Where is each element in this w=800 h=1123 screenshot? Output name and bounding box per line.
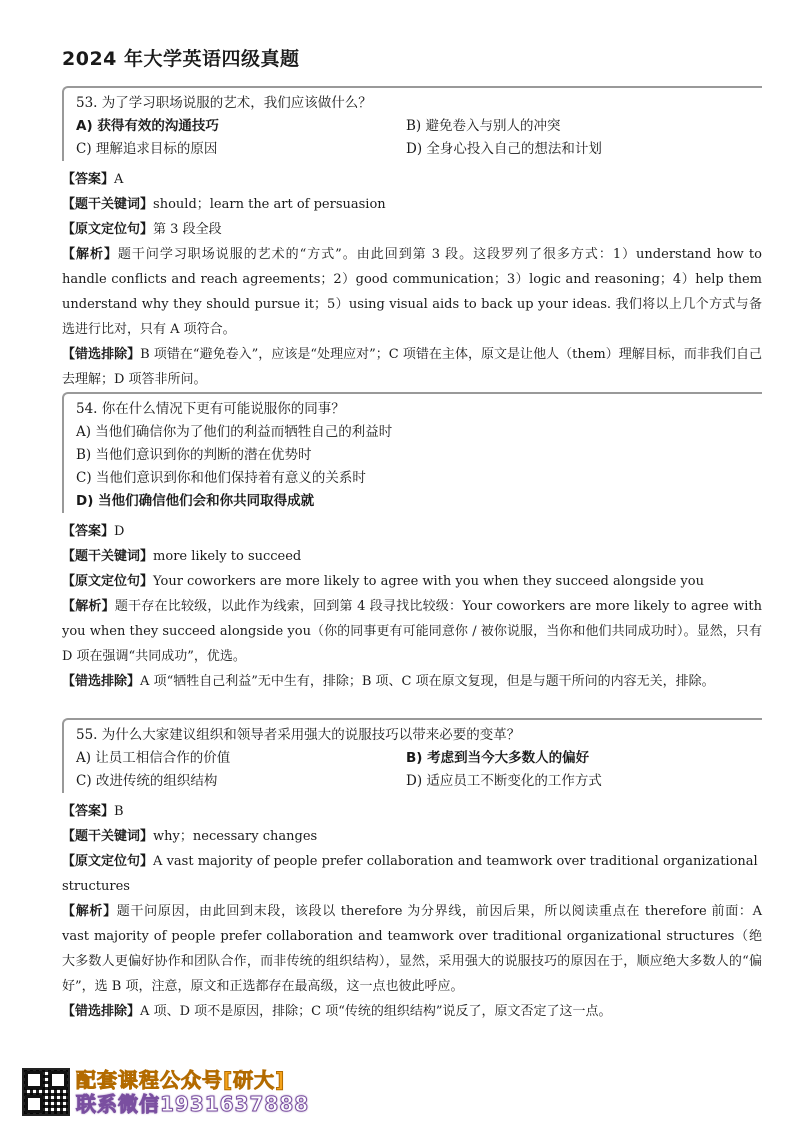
options xyxy=(76,747,762,793)
keywords-row xyxy=(62,544,762,569)
promo-line-2: 联系微信1931637888 xyxy=(76,1092,310,1116)
analysis-row xyxy=(62,899,762,999)
locate-label: 【 原文定位句 】 xyxy=(62,854,153,869)
analysis-row xyxy=(62,594,762,669)
promo-text xyxy=(76,1068,309,1116)
option-c: C) 理解追求目标的原因 xyxy=(76,141,218,157)
option-b: B) 避免卷入与别人的冲突 xyxy=(406,118,561,134)
promo-line-1: 配套课程公众号[研大] xyxy=(76,1068,286,1092)
locate-value: A vast majority of people prefer collaboration and teamwork over traditional organizational structures xyxy=(62,854,758,894)
locate-label: 【 原文定位句 】 xyxy=(62,222,153,237)
analysis-label: 【 解析 】 xyxy=(62,904,117,919)
option-c: C) 改进传统的组织结构 xyxy=(76,773,218,789)
answer-row xyxy=(62,167,762,192)
question-stem: 54. 你在什么情况下更有可能说服你的同事？ xyxy=(76,401,345,417)
option-a: A) 当他们确信你为了他们的利益而牺牲自己的利益时 xyxy=(76,424,393,440)
answer-value: B xyxy=(114,804,124,819)
locate-row xyxy=(62,849,762,899)
keywords-value: why；necessary changes xyxy=(153,829,318,844)
keywords-label: 【 题干关键词 】 xyxy=(62,549,153,564)
answer-row xyxy=(62,799,762,824)
analysis-row xyxy=(62,242,762,342)
analysis-text: 题干问原因，由此回到末段，该段以 therefore 为分界线，前因后果，所以阅读重点在 therefore 前面：A vast majority of people prefer collaboration and teamwork over traditional organizational structures（绝大多数人更偏好协作和团队合作，而非传统的组织结构），显然，采用强大的说服技巧的原因在于，顺应绝大多数人的“偏好”，选 B 项，注意，原文和正选都存在最高级，这一点也彼此呼应。 xyxy=(62,904,762,994)
exclude-row xyxy=(62,342,762,392)
answer-value: D xyxy=(114,524,125,539)
analysis-label: 【 解析 】 xyxy=(62,599,115,614)
exclude-label: 【 错选排除 】 xyxy=(62,1004,140,1019)
question-53 xyxy=(62,86,762,392)
analysis-text: 题干存在比较级，以此作为线索，回到第 4 段寻找比较级：Your coworkers are more likely to agree with you when they succeed alongside you（你的同事更有可能同意你 / 被你说服，当你和他们共同成功时）。显然，只有 D 项在强调“共同成功”，优选。 xyxy=(62,599,762,664)
options xyxy=(76,421,762,513)
keywords-value: more likely to succeed xyxy=(153,549,302,564)
question-stem: 55. 为什么大家建议组织和领导者采用强大的说服技巧以带来必要的变革？ xyxy=(76,727,521,743)
option-d: D) 当他们确信他们会和你共同取得成就 xyxy=(76,493,315,509)
question-box xyxy=(62,392,762,513)
option-b: B) 考虑到当今大多数人的偏好 xyxy=(406,750,590,766)
keywords-label: 【 题干关键词 】 xyxy=(62,829,153,844)
keywords-label: 【 题干关键词 】 xyxy=(62,197,153,212)
locate-row xyxy=(62,569,762,594)
analysis-text: 题干问学习职场说服的艺术的“方式”。由此回到第 3 段。这段罗列了很多方式：1）understand how to handle conflicts and reach agreements；2）good communication；3）logic and reasoning；4）help them understand why they should pursue it；5）using visual aids to back up your ideas. 我们将以上几个方式与备选进行比对，只有 A 项符合。 xyxy=(62,247,762,337)
exclude-row xyxy=(62,669,762,694)
exclude-text: B 项错在“避免卷入”，应该是“处理应对”；C 项错在主体，原文是让他人（them）理解目标，而非我们自己去理解；D 项答非所问。 xyxy=(62,347,762,387)
options xyxy=(76,115,762,161)
locate-row xyxy=(62,217,762,242)
answer-label: 【 答案 】 xyxy=(62,172,114,187)
question-box xyxy=(62,718,762,793)
option-c: C) 当他们意识到你和他们保持着有意义的关系时 xyxy=(76,470,366,486)
option-a: A) 让员工相信合作的价值 xyxy=(76,750,231,766)
question-stem: 53. 为了学习职场说服的艺术，我们应该做什么？ xyxy=(76,95,372,111)
qr-code-icon[interactable] xyxy=(22,1068,70,1116)
keywords-value: should；learn the art of persuasion xyxy=(153,197,386,212)
locate-value: Your coworkers are more likely to agree with you when they succeed alongside you xyxy=(153,574,704,589)
option-d: D) 全身心投入自己的想法和计划 xyxy=(406,141,602,157)
option-b: B) 当他们意识到你的判断的潜在优势时 xyxy=(76,447,312,463)
question-box xyxy=(62,86,762,161)
answer-row xyxy=(62,519,762,544)
answer-label: 【 答案 】 xyxy=(62,524,114,539)
question-55 xyxy=(62,718,762,1024)
option-a: A) 获得有效的沟通技巧 xyxy=(76,118,219,134)
promo-footer xyxy=(22,1068,309,1116)
exclude-text: A 项“牺牲自己利益”无中生有，排除；B 项、C 项在原文复现，但是与题干所问的内容无关，排除。 xyxy=(140,674,715,689)
option-d: D) 适应员工不断变化的工作方式 xyxy=(406,773,602,789)
answer-value: A xyxy=(114,172,124,187)
exclude-row xyxy=(62,999,762,1024)
keywords-row xyxy=(62,824,762,849)
answer-label: 【 答案 】 xyxy=(62,804,114,819)
locate-value: 第 3 段全段 xyxy=(153,222,222,237)
locate-label: 【 原文定位句 】 xyxy=(62,574,153,589)
question-54 xyxy=(62,392,762,694)
exclude-label: 【 错选排除 】 xyxy=(62,674,140,689)
analysis-label: 【 解析 】 xyxy=(62,247,118,262)
page-title: 2024 年大学英语四级真题 xyxy=(62,48,300,70)
exclude-text: A 项、D 项不是原因，排除；C 项“传统的组织结构”说反了，原文否定了这一点。 xyxy=(140,1004,612,1019)
keywords-row xyxy=(62,192,762,217)
exclude-label: 【 错选排除 】 xyxy=(62,347,140,362)
